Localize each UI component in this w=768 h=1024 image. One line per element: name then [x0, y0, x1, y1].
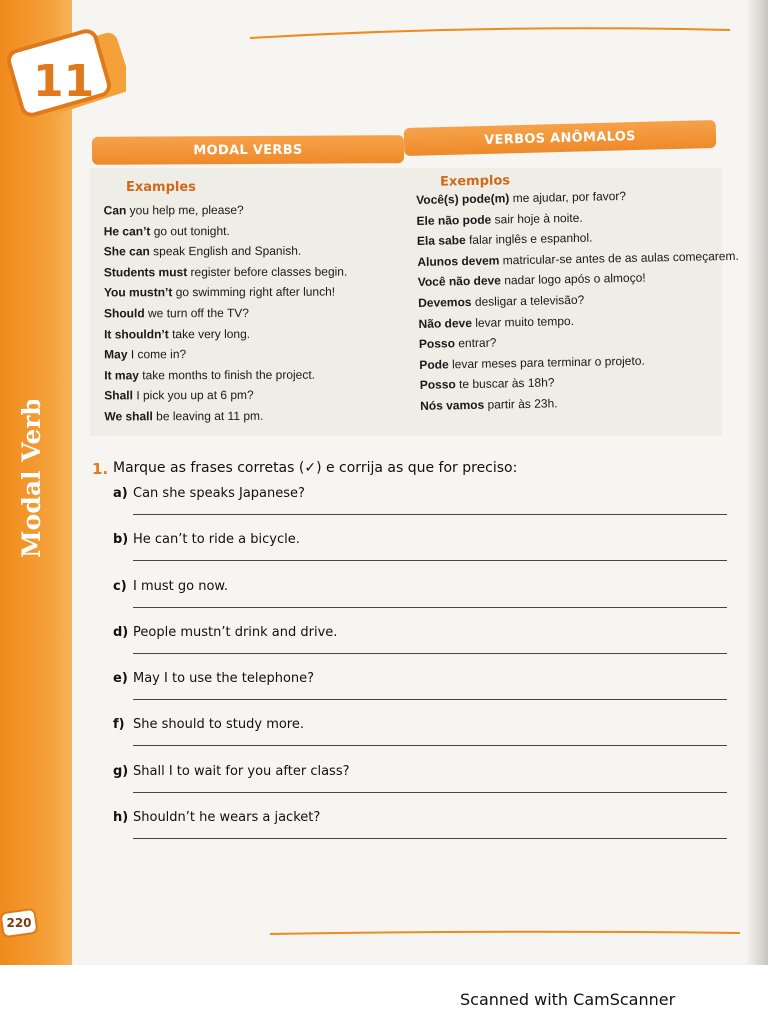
modal-verb: Ela sabe — [416, 233, 466, 249]
english-example — [104, 200, 348, 221]
english-example — [104, 241, 348, 262]
modal-verb: Você(s) pode(m) — [416, 191, 510, 207]
sentence-rest: we turn off the TV? — [144, 305, 249, 321]
item-sentence: He can’t to ride a bicycle. — [133, 532, 300, 548]
item-letter: c) — [113, 578, 127, 594]
answer-line[interactable] — [133, 699, 727, 700]
exercise-item — [113, 577, 733, 623]
item-letter: a) — [113, 486, 128, 501]
item-sentence: She should to study more. — [133, 717, 304, 733]
chapter-number: 11 — [33, 56, 95, 107]
english-example — [104, 385, 348, 406]
answer-line[interactable] — [133, 607, 727, 608]
modal-verb: Alunos devem — [417, 253, 500, 269]
english-example — [104, 282, 348, 303]
modal-verb: Posso — [418, 336, 456, 352]
answer-line[interactable] — [133, 745, 727, 746]
sentence-rest: nadar logo após o almoço! — [500, 270, 646, 288]
header-modal-verbs: MODAL VERBS — [92, 135, 404, 165]
exercise-item — [113, 715, 733, 761]
item-letter: h) — [113, 810, 129, 826]
item-letter: e) — [113, 671, 128, 687]
sentence-rest: te buscar às 18h? — [455, 375, 555, 392]
modal-verb: Shall — [104, 388, 133, 403]
modal-verb: It shouldn’t — [104, 326, 169, 341]
item-sentence: May I to use the telephone? — [133, 671, 315, 687]
item-letter: f) — [113, 717, 125, 733]
item-letter: b) — [113, 532, 129, 548]
sentence-rest: matricular-se antes de as aulas começarem. — [499, 248, 739, 268]
sentence-rest: desligar a televisão? — [471, 292, 585, 309]
modal-verb: Students must — [103, 264, 188, 280]
english-example — [104, 303, 348, 324]
answer-line[interactable] — [133, 792, 727, 793]
sentence-rest: take very long. — [168, 326, 251, 341]
page-edge-shadow — [746, 0, 768, 965]
modal-verb: You mustn’t — [103, 285, 173, 300]
exercise-item — [113, 530, 733, 576]
item-sentence: Shouldn’t he wears a jacket? — [133, 810, 321, 826]
sentence-rest: go out tonight. — [150, 223, 230, 238]
modal-verb: Nós vamos — [420, 397, 485, 413]
exercise-item — [113, 484, 733, 530]
examples-heading: Examples — [126, 180, 196, 195]
item-sentence: Shall I to wait for you after class? — [133, 763, 350, 779]
modal-verb: Não deve — [418, 315, 473, 331]
sentence-rest: I pick you up at 6 pm? — [132, 388, 254, 403]
sentence-rest: register before classes begin. — [187, 264, 348, 279]
english-example — [104, 261, 348, 282]
exercise-instruction: Marque as frases corretas (✓) e corrija as que for preciso: — [113, 460, 518, 476]
modal-verb: Ele não pode — [416, 212, 492, 228]
modal-verb: Can — [103, 203, 127, 218]
exercise-item — [113, 808, 733, 854]
exercise-number: 1. — [92, 460, 109, 478]
sentence-rest: be leaving at 11 pm. — [152, 408, 264, 424]
answer-line[interactable] — [133, 653, 727, 654]
sentence-rest: me ajudar, por favor? — [509, 188, 627, 206]
bottom-decorative-line — [270, 930, 740, 936]
sentence-rest: speak English and Spanish. — [149, 243, 302, 259]
sentence-rest: you help me, please? — [126, 202, 244, 218]
item-letter: d) — [113, 624, 129, 640]
exercise-item — [113, 762, 733, 808]
english-examples-list — [104, 200, 348, 427]
english-example — [104, 364, 348, 385]
sentence-rest: partir às 23h. — [484, 396, 558, 412]
page-number: 220 — [6, 916, 32, 930]
modal-verb: It may — [104, 368, 139, 383]
modal-verb: She can — [103, 244, 150, 259]
english-example — [104, 344, 348, 365]
modal-verb: We shall — [104, 409, 153, 424]
sentence-rest: falar inglês e espanhol. — [465, 230, 593, 248]
exercise-item — [113, 669, 733, 715]
sentence-rest: go swimming right after lunch! — [172, 284, 336, 300]
exercise-items — [113, 484, 733, 854]
portuguese-examples-list — [416, 184, 742, 417]
sentence-rest: levar muito tempo. — [471, 313, 575, 330]
modal-verb: He can’t — [103, 223, 151, 239]
sentence-rest: take months to finish the project. — [138, 367, 316, 383]
sentence-rest: I come in? — [127, 347, 187, 362]
modal-verb: Pode — [419, 357, 449, 372]
item-sentence: People mustn’t drink and drive. — [133, 624, 338, 640]
sentence-rest: levar meses para terminar o projeto. — [448, 353, 645, 372]
top-decorative-line — [250, 24, 730, 44]
side-title-text: Modal Verbs — [17, 400, 46, 558]
modal-verb: Devemos — [418, 294, 472, 310]
header-verbos-anomalos: VERBOS ANÔMALOS — [404, 120, 717, 156]
sentence-rest: sair hoje à noite. — [491, 210, 583, 227]
modal-verb: Você não deve — [417, 273, 502, 290]
item-sentence: I must go now. — [133, 578, 228, 594]
english-example — [104, 220, 348, 241]
modal-verb: Should — [103, 306, 145, 321]
english-example — [104, 323, 348, 344]
scanner-watermark: Scanned with CamScanner — [460, 990, 676, 1009]
english-example — [104, 406, 348, 427]
exemplos-heading: Exemplos — [439, 173, 511, 190]
exercise-item — [113, 623, 733, 669]
answer-line[interactable] — [133, 560, 727, 561]
item-sentence: Can she speaks Japanese? — [133, 486, 305, 501]
modal-verb: Posso — [419, 377, 456, 393]
modal-verb: May — [104, 347, 128, 362]
answer-line[interactable] — [133, 838, 727, 839]
side-title — [10, 400, 50, 560]
chapter-badge — [6, 20, 126, 120]
answer-line[interactable] — [133, 514, 727, 515]
sentence-rest: entrar? — [454, 335, 497, 351]
item-letter: g) — [113, 763, 129, 779]
